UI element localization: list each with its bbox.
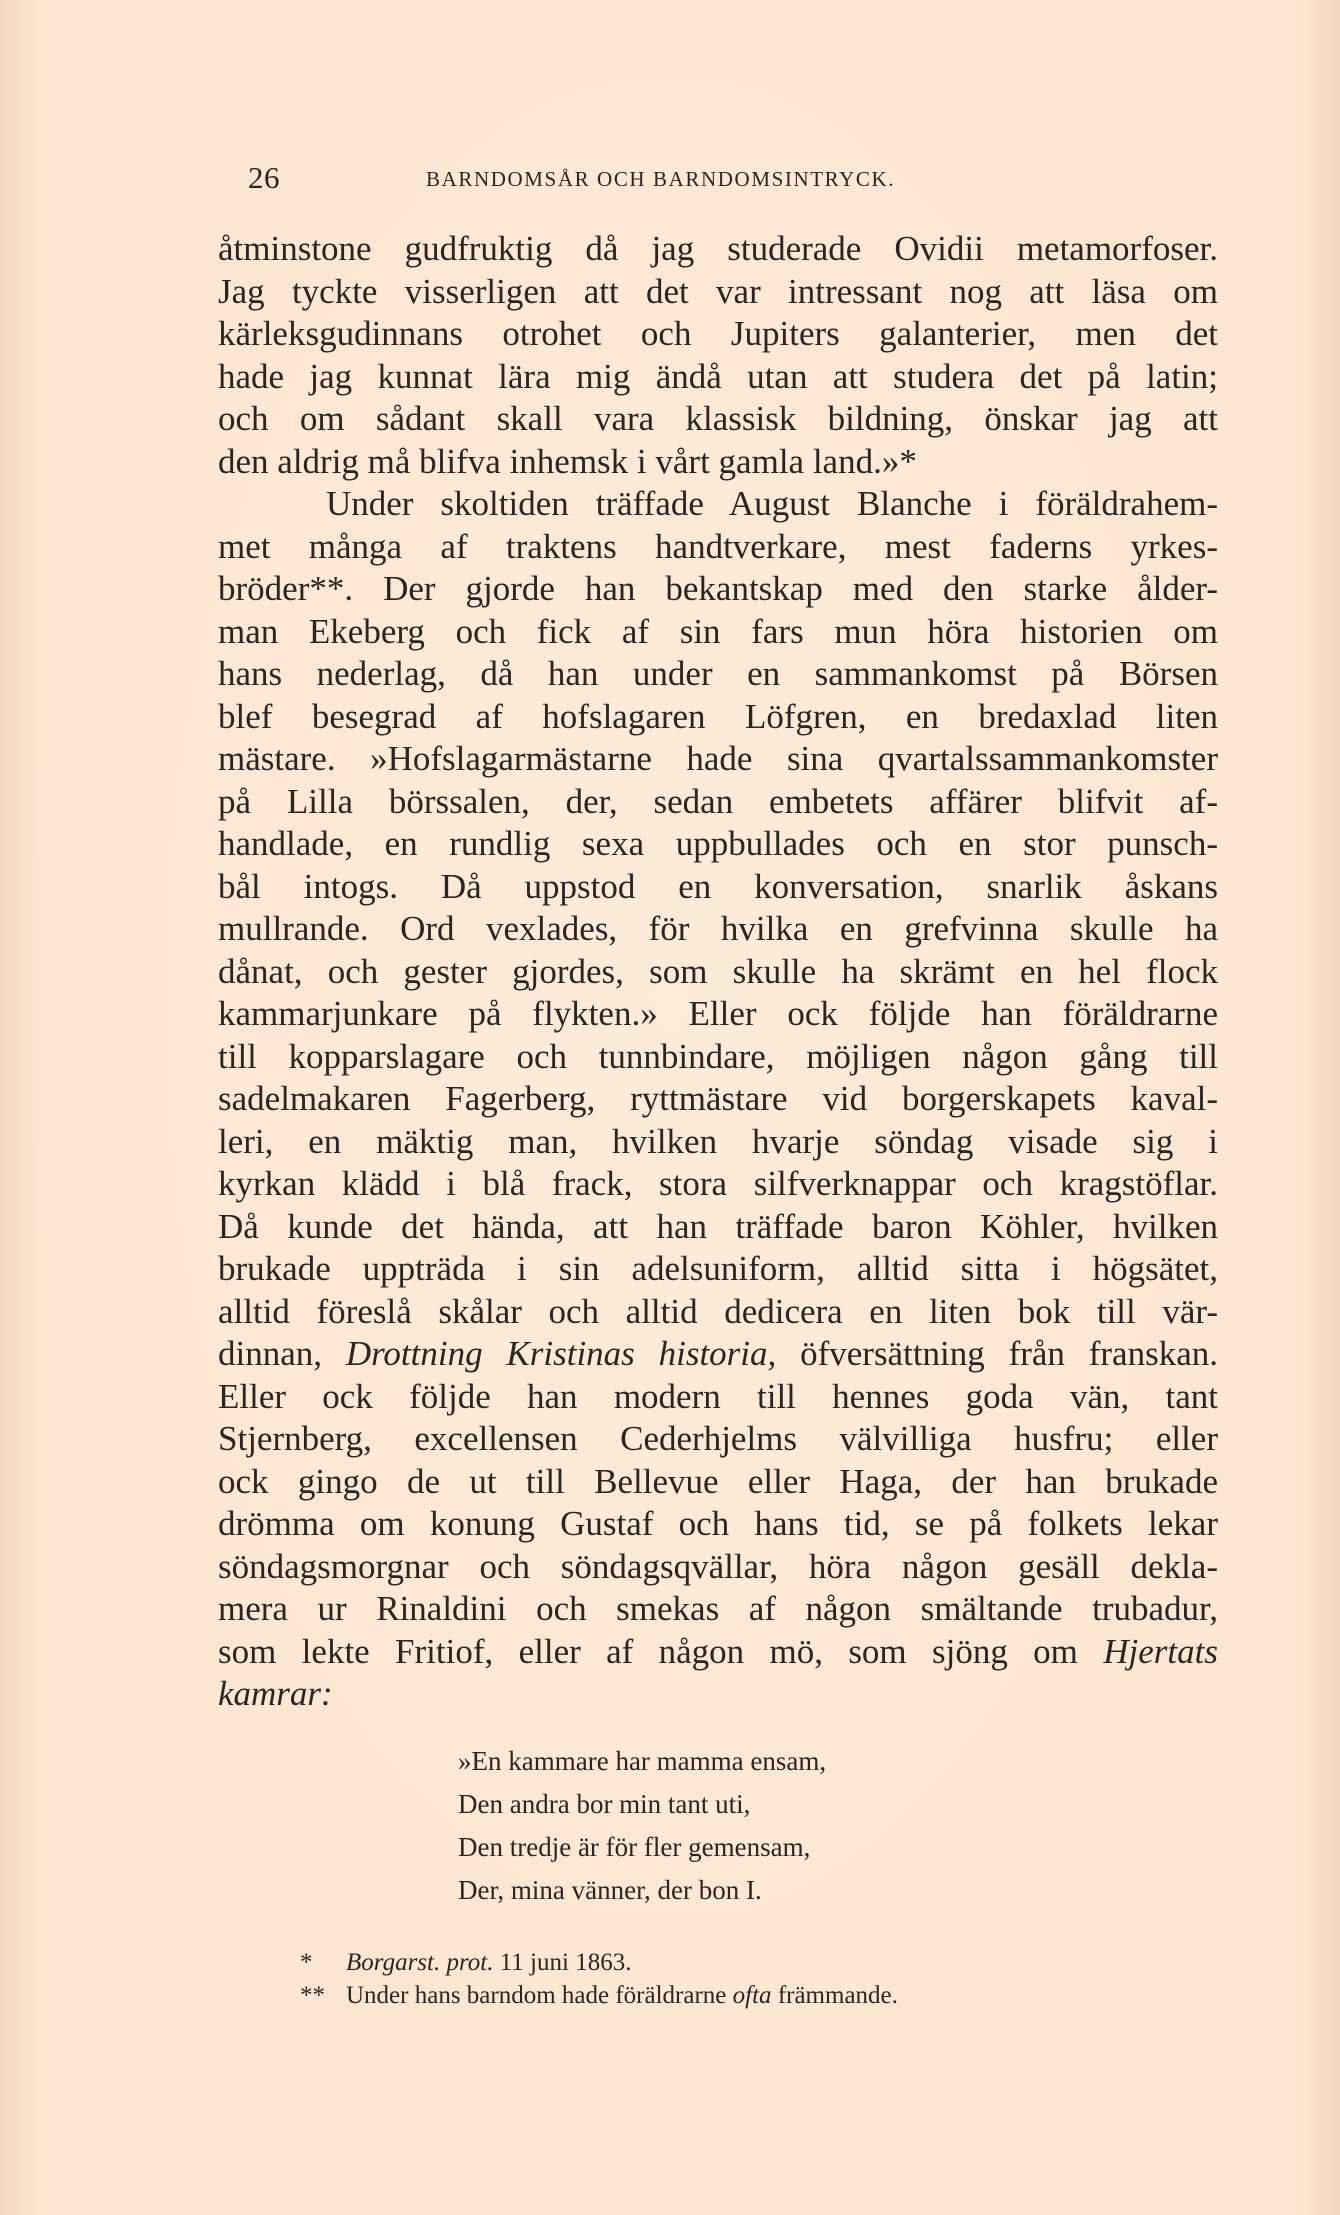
text-line: Eller ock följde han modern till hennes goda vän, tant: [218, 1376, 1218, 1416]
text-line: dånat, och gester gjordes, som skulle ha skrämt en hel flock: [218, 951, 1218, 991]
text-line: blef besegrad af hofslagaren Löfgren, en bredaxlad liten: [218, 696, 1218, 736]
text-line: hade jag kunnat lära mig ändå utan att studera det på latin;: [218, 356, 1218, 396]
text-line: handlade, en rundlig sexa uppbullades och en stor punsch-: [218, 824, 1218, 863]
text-line: kyrkan klädd i blå frack, stora silfverknappar och kragstöflar.: [218, 1164, 1218, 1203]
footnote-text: Under hans barndom hade föräldrarne: [346, 1982, 733, 2009]
poem-line: »En kammare har mamma ensam,: [458, 1746, 827, 1776]
page-header: [248, 160, 1098, 204]
footnote: [300, 1979, 1200, 2012]
text-line: åtminstone gudfruktig då jag studerade Ovidii metamorfoser.: [218, 229, 1218, 268]
footnote: [300, 1946, 1200, 1979]
footnote-mark: **: [300, 1982, 325, 2009]
text-line: mera ur Rinaldini och smekas af någon smältande trubadur,: [218, 1589, 1218, 1628]
poem-line: Den andra bor min tant uti,: [458, 1789, 751, 1819]
text-segment: som lekte Fritiof, eller af någon mö, som sjöng om: [218, 1631, 1104, 1671]
footnote-text: främmande.: [771, 1982, 898, 2009]
footnote-mark: *: [300, 1949, 313, 1976]
text-line: mästare. »Hofslagarmästarne hade sina qvartalssammankomster: [218, 739, 1218, 778]
song-title-italic: Hjertats: [1103, 1631, 1218, 1671]
text-line: den aldrig må blifva inhemsk i vårt gamla land.»*: [218, 441, 917, 481]
text-line: och om sådant skall vara klassisk bildning, önskar jag att: [218, 399, 1218, 438]
text-line: brukade uppträda i sin adelsuniform, alltid sitta i högsätet,: [218, 1249, 1218, 1288]
footnote-emphasis-italic: ofta: [732, 1982, 772, 2009]
footnotes: [300, 1946, 1200, 2012]
text-line: Då kunde det hända, att han träffade baron Köhler, hvilken: [218, 1206, 1218, 1246]
text-line: kärleksgudinnans otrohet och Jupiters galanterier, men det: [218, 314, 1218, 353]
text-line: Stjernberg, excellensen Cederhjelms välvilliga husfru; eller: [218, 1419, 1218, 1458]
text-line: man Ekeberg och fick af sin fars mun höra historien om: [218, 611, 1218, 651]
poem-quote: [458, 1740, 1058, 1912]
text-line: [218, 1333, 1218, 1376]
page-number: 26: [248, 160, 280, 195]
text-line: Jag tyckte visserligen att det var intressant nog att läsa om: [218, 271, 1218, 311]
text-segment: dinnan,: [218, 1334, 346, 1373]
poem-line: Der, mina vänner, der bon I.: [458, 1875, 762, 1905]
text-line: söndagsmorgnar och söndagsqvällar, höra någon gesäll dekla-: [218, 1546, 1218, 1586]
text-line: [218, 1673, 1218, 1716]
text-line: sadelmakaren Fagerberg, ryttmästare vid borgerskapets kaval-: [218, 1079, 1218, 1118]
text-line: till kopparslagare och tunnbindare, möjligen någon gång till: [218, 1036, 1218, 1076]
text-line: hans nederlag, då han under en sammankomst på Börsen: [218, 654, 1218, 693]
text-line-paragraph-start: Under skoltiden träffade August Blanche i föräldrahem-: [326, 484, 1218, 523]
text-segment: öfversättning från franskan.: [776, 1334, 1218, 1373]
text-line: mullrande. Ord vexlades, för hvilka en grefvinna skulle ha: [218, 909, 1218, 948]
book-title-italic: Drottning Kristinas historia,: [345, 1334, 777, 1373]
text-line: kammarjunkare på flykten.» Eller ock följde han föräldrarne: [218, 994, 1218, 1033]
footnote-text: 11 juni 1863.: [493, 1949, 632, 1976]
text-line: ock gingo de ut till Bellevue eller Haga, der han brukade: [218, 1461, 1218, 1501]
song-title-italic: kamrar:: [218, 1674, 333, 1713]
text-line: drömma om konung Gustaf och hans tid, se på folkets lekar: [218, 1504, 1218, 1543]
text-line: met många af traktens handtverkare, mest faderns yrkes-: [218, 526, 1218, 566]
text-line: [218, 1631, 1218, 1674]
body-text: [218, 228, 1218, 1716]
text-line: bröder**. Der gjorde han bekantskap med den starke ålder-: [218, 569, 1218, 608]
text-line: på Lilla börssalen, der, sedan embetets affärer blifvit af-: [218, 781, 1218, 821]
footnote-source-italic: Borgarst. prot.: [346, 1949, 494, 1976]
text-line: alltid föreslå skålar och alltid dedicera en liten bok till vär-: [218, 1291, 1218, 1331]
text-line: leri, en mäktig man, hvilken hvarje söndag visade sig i: [218, 1121, 1218, 1161]
text-line: bål intogs. Då uppstod en konversation, snarlik åskans: [218, 866, 1218, 906]
poem-line: Den tredje är för fler gemensam,: [458, 1832, 811, 1862]
running-head: BARNDOMSÅR OCH BARNDOMSINTRYCK.: [426, 167, 896, 191]
